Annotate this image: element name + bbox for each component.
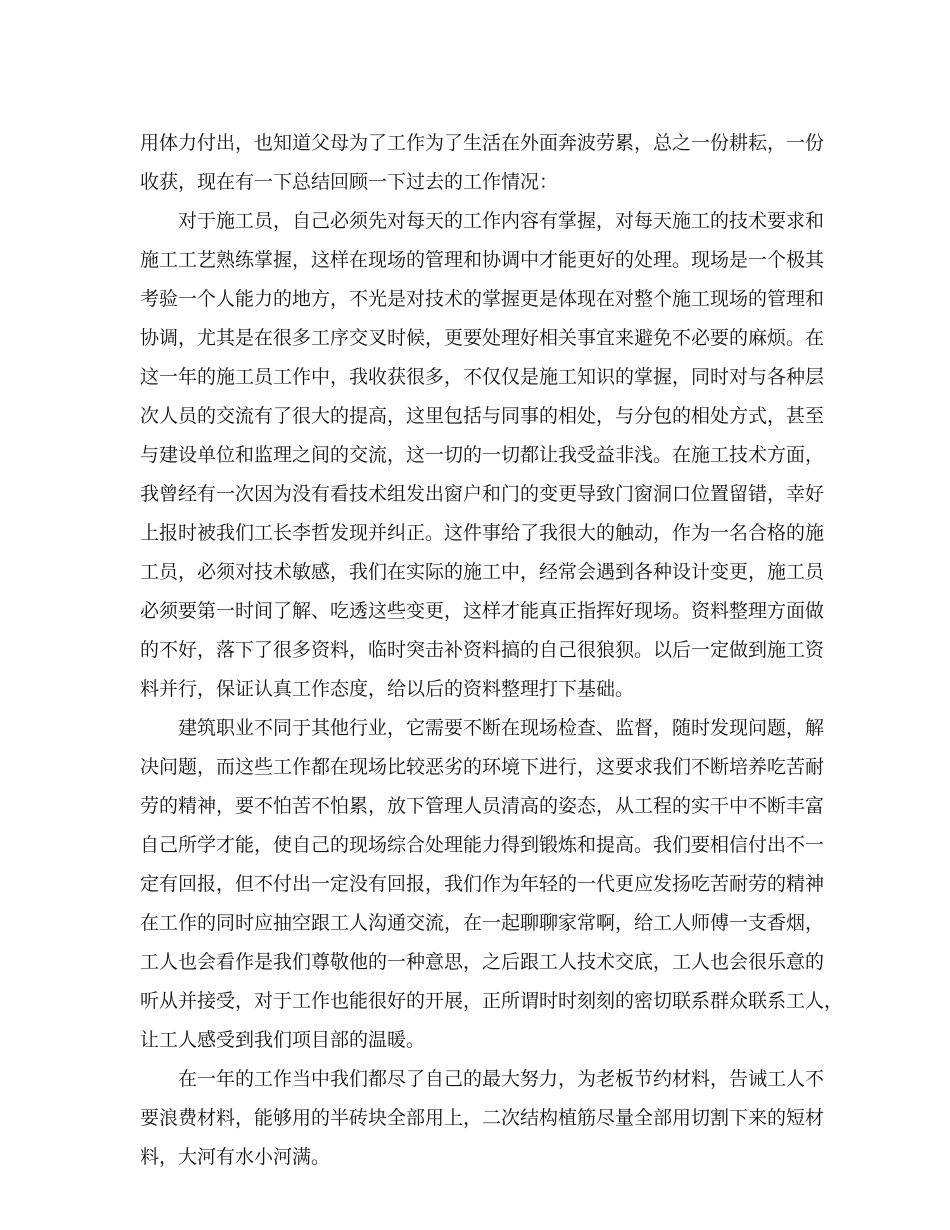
text-line: 建筑职业不同于其他行业，它需要不断在现场检查、监督，随时发现问题，解 <box>178 717 825 739</box>
text-line: 工人也会看作是我们尊敬他的一种意思，之后跟工人技术交底，工人也会很乐意的 <box>140 951 825 973</box>
text-line: 协调，尤其是在很多工序交叉时候，更要处理好相关事宜来避免不必要的麻烦。在 <box>140 327 825 349</box>
text-line: 料并行，保证认真工作态度，给以后的资料整理打下基础。 <box>140 678 635 700</box>
text-line: 听从并接受，对于工作也能很好的开展，正所谓时时刻刻的密切联系群众联系工人， <box>140 990 844 1012</box>
paragraph-2 <box>140 202 825 709</box>
text-line: 劳的精神，要不怕苦不怕累，放下管理人员清高的姿态，从工程的实干中不断丰富 <box>140 795 825 817</box>
text-line: 料，大河有水小河满。 <box>140 1146 331 1168</box>
text-line: 用体力付出，也知道父母为了工作为了生活在外面奔波劳累，总之一份耕耘，一份 <box>140 132 825 154</box>
text-line: 要浪费材料，能够用的半砖块全部用上，二次结构植筋尽量全部用切割下来的短材 <box>140 1107 825 1129</box>
paragraph-4 <box>140 1060 825 1177</box>
text-line: 与建设单位和监理之间的交流，这一切的一切都让我受益非浅。在施工技术方面， <box>140 444 825 466</box>
text-line: 这一年的施工员工作中，我收获很多，不仅仅是施工知识的掌握，同时对与各种层 <box>140 366 825 388</box>
text-line: 我曾经有一次因为没有看技术组发出窗户和门的变更导致门窗洞口位置留错，幸好 <box>140 483 825 505</box>
paragraph-3 <box>140 709 844 1060</box>
text-line: 工员，必须对技术敏感，我们在实际的施工中，经常会遇到各种设计变更，施工员 <box>140 561 825 583</box>
text-line: 定有回报，但不付出一定没有回报，我们作为年轻的一代更应发扬吃苦耐劳的精神 <box>140 873 825 895</box>
text-line: 在工作的同时应抽空跟工人沟通交流，在一起聊聊家常啊，给工人师傅一支香烟， <box>140 912 825 934</box>
paragraph-1 <box>140 124 825 202</box>
text-line: 必须要第一时间了解、吃透这些变更，这样才能真正指挥好现场。资料整理方面做 <box>140 600 825 622</box>
text-line: 自己所学才能，使自己的现场综合处理能力得到锻炼和提高。我们要相信付出不一 <box>140 834 825 856</box>
text-line: 施工工艺熟练掌握，这样在现场的管理和协调中才能更好的处理。现场是一个极其 <box>140 249 825 271</box>
text-line: 次人员的交流有了很大的提高，这里包括与同事的相处，与分包的相处方式，甚至 <box>140 405 825 427</box>
text-line: 对于施工员，自己必须先对每天的工作内容有掌握，对每天施工的技术要求和 <box>178 210 825 232</box>
document-body <box>140 124 844 1177</box>
text-line: 的不好，落下了很多资料，临时突击补资料搞的自己很狼狈。以后一定做到施工资 <box>140 639 825 661</box>
text-line: 在一年的工作当中我们都尽了自己的最大努力，为老板节约材料，告诫工人不 <box>178 1068 825 1090</box>
text-line: 上报时被我们工长李哲发现并纠正。这件事给了我很大的触动，作为一名合格的施 <box>140 522 825 544</box>
text-line: 收获，现在有一下总结回顾一下过去的工作情况： <box>140 171 559 193</box>
text-line: 让工人感受到我们项目部的温暖。 <box>140 1029 426 1051</box>
text-line: 决问题，而这些工作都在现场比较恶劣的环境下进行，这要求我们不断培养吃苦耐 <box>140 756 825 778</box>
text-line: 考验一个人能力的地方，不光是对技术的掌握更是体现在对整个施工现场的管理和 <box>140 288 825 310</box>
